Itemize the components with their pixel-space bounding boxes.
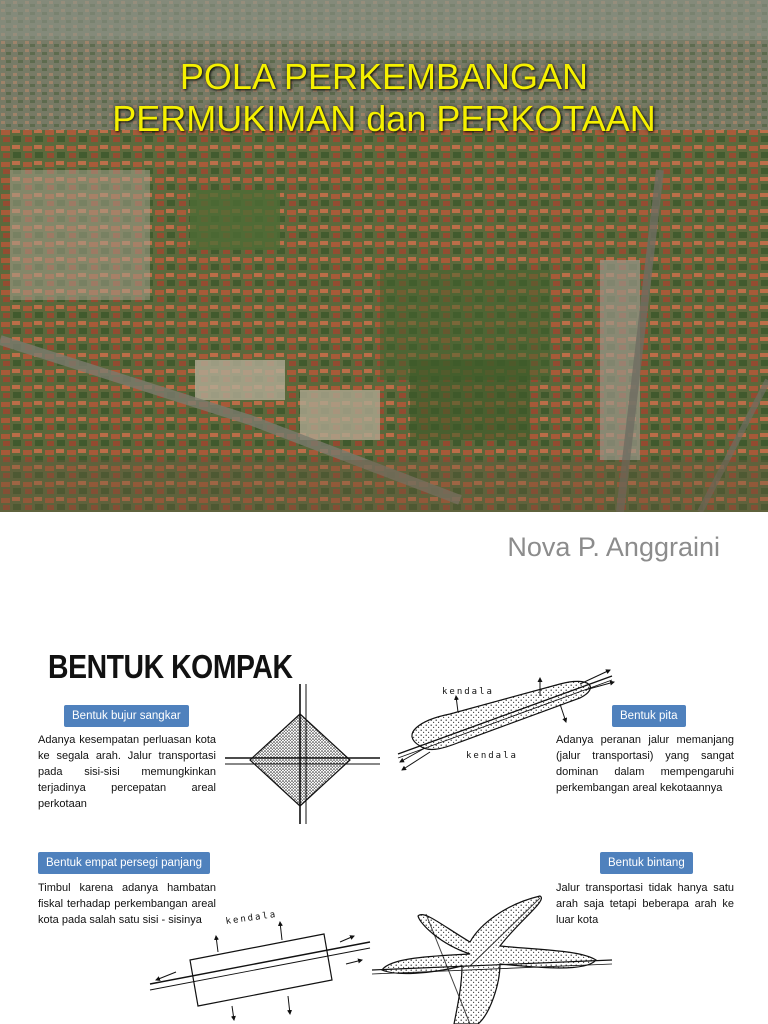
rect-kendala-top: kendala bbox=[225, 909, 278, 927]
urban-form-diagrams bbox=[0, 624, 768, 1024]
presentation-title bbox=[0, 56, 768, 140]
label-bentuk-pita: Bentuk pita bbox=[612, 705, 686, 727]
desc-bentuk-pita: Adanya peranan jalur memanjang (jalur transportasi) yang sangat dominan dalam mempengaruhi perkembangan areal kekotaannya bbox=[556, 734, 734, 794]
author-band bbox=[0, 512, 768, 624]
label-bentuk-bintang: Bentuk bintang bbox=[600, 852, 693, 874]
bujur-sangkar-diagram bbox=[225, 684, 380, 824]
desc-bentuk-empat-persegi-panjang: Timbul karena adanya hambatan fiskal terhadap perkembangan areal kota pada salah satu sisi - sisinya bbox=[38, 882, 216, 926]
desc-bentuk-bintang: Jalur transportasi tidak hanya satu arah saja tetapi beberapa arah ke luar kota bbox=[556, 882, 734, 926]
title-line-1: POLA PERKEMBANGAN bbox=[179, 56, 589, 97]
label-bentuk-empat-persegi-panjang: Bentuk empat persegi panjang bbox=[38, 852, 210, 874]
label-bentuk-bujur-sangkar: Bentuk bujur sangkar bbox=[64, 705, 189, 727]
slide-heading: BENTUK KOMPAK bbox=[48, 648, 293, 685]
desc-bentuk-bujur-sangkar: Adanya kesempatan perluasan kota ke segala arah. Jalur transportasi pada sisi-sisi memungkinkan terjadinya percepatan areal perkotaan bbox=[38, 734, 216, 810]
bentuk-kompak-slide bbox=[0, 624, 768, 1024]
title-line-2: PERMUKIMAN dan PERKOTAAN bbox=[112, 98, 656, 139]
pita-kendala-top: kendala bbox=[442, 687, 494, 697]
author-name: Nova P. Anggraini bbox=[507, 532, 720, 562]
pita-kendala-bottom: kendala bbox=[466, 751, 518, 761]
